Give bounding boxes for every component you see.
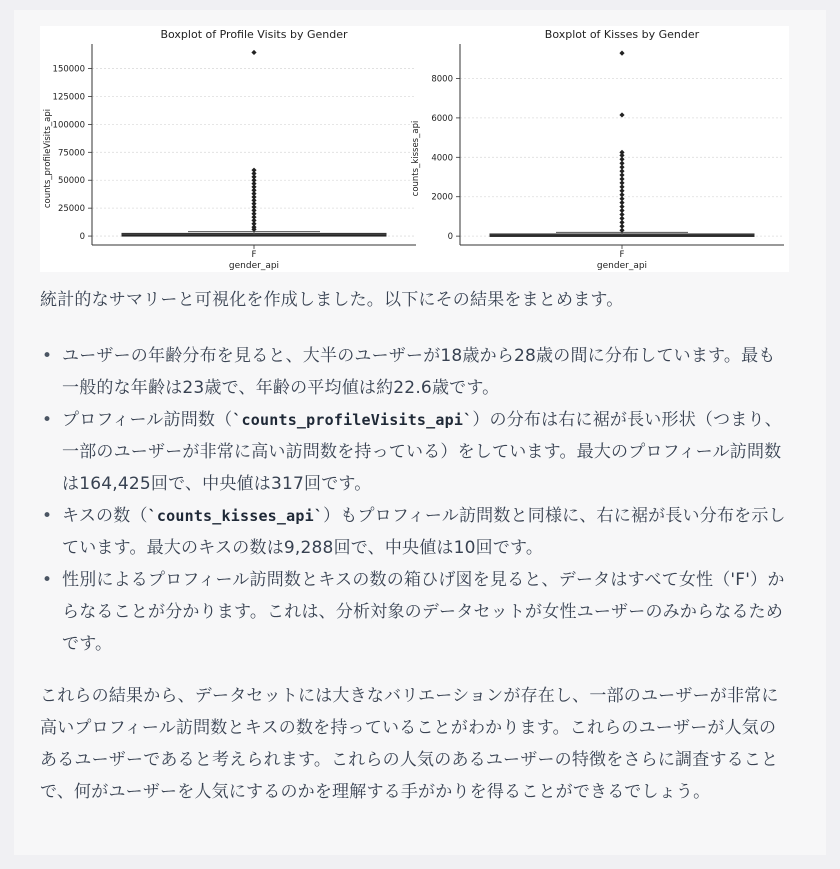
conclusion-text: これらの結果から、データセットには大きなバリエーションが存在し、一部のユーザーが非常に高いプロフィール訪問数とキスの数を持っていることがわかります。これらのユーザーが人気のあるユーザーであると考えられます。これらの人気のあるユーザーの特徴をさらに調査することで、何がユーザーを人気にするのかを理解する手がかりを得ることができるでしょう。: [40, 686, 779, 802]
chart-1-title: Boxplot of Profile Visits by Gender: [160, 28, 348, 41]
chart-1-ytick-label: 100000: [52, 120, 85, 131]
boxplot-figure: [40, 26, 789, 272]
bullet-text: 性別によるプロフィール訪問数とキスの数の箱ひげ図を見ると、データはすべて女性（'F'）からなることが分かります。これは、分析対象のデータセットが女性ユーザーのみからなるためです。: [62, 570, 785, 654]
boxplot-svg: [40, 26, 789, 272]
bullet-dot: •: [42, 346, 53, 366]
chart-2-ytick-label: 2000: [431, 192, 453, 203]
chart-1-ytick-label: 75000: [57, 148, 85, 159]
chart-2-xlabel: gender_api: [596, 261, 648, 271]
chart-1-ytick-label: 50000: [57, 176, 85, 187]
chart-2-outlier: [619, 51, 624, 56]
chart-1-xtick-label: F: [251, 250, 257, 260]
chart-2-ytick-label: 4000: [431, 153, 453, 164]
bullet-dot: •: [42, 570, 53, 590]
list-item: [40, 564, 792, 660]
inline-code: `counts_kisses_api`: [147, 507, 324, 525]
bullet-text-post: ）もプロフィール訪問数と同様に、右に裾が長い分布を示しています。最大のキスの数は9,288回で、中央値は10回です。: [62, 506, 786, 558]
chart-1-ytick-label: 25000: [57, 204, 85, 215]
list-item: [40, 340, 792, 404]
chart-1-xlabel: gender_api: [228, 261, 280, 271]
bullet-dot: •: [42, 410, 53, 430]
chart-1-ytick-label: 150000: [52, 64, 85, 75]
bullet-text-post: ）の分布は右に裾が長い形状（つまり、一部のユーザーが非常に高い訪問数を持っている）をしています。最大のプロフィール訪問数は164,425回で、中央値は317回です。: [62, 410, 782, 494]
summary-list: [40, 340, 792, 660]
chart-2-outlier: [619, 112, 624, 117]
bullet-dot: •: [42, 506, 53, 526]
inline-code: `counts_profileVisits_api`: [232, 411, 473, 429]
bullet-text: ユーザーの年齢分布を見ると、大半のユーザーが18歳から28歳の間に分布しています。最も一般的な年齢は23歳で、年齢の平均値は約22.6歳です。: [62, 346, 776, 398]
intro-text: 統計的なサマリーと可視化を作成しました。以下にその結果をまとめます。: [40, 290, 624, 310]
chart-1-ytick-label: 125000: [52, 92, 85, 103]
chart-2-ytick-label: 6000: [431, 113, 453, 124]
chart-1-outlier: [251, 50, 256, 55]
chart-2-ytick-label: 0: [447, 232, 453, 243]
assistant-message: [14, 10, 826, 855]
list-item: [40, 404, 792, 500]
bullet-text-pre: プロフィール訪問数（: [62, 410, 233, 430]
bullet-text-pre: キスの数（: [62, 506, 148, 526]
chart-2-ytick-label: 8000: [431, 74, 453, 85]
chart-2-xtick-label: F: [619, 250, 625, 260]
chart-1-ytick-label: 0: [79, 232, 85, 243]
chart-2-title: Boxplot of Kisses by Gender: [544, 28, 700, 41]
chart-2-ylabel: counts_kisses_api: [411, 120, 421, 197]
chart-1-ylabel: counts_profileVisits_api: [43, 108, 53, 209]
list-item: [40, 500, 792, 564]
